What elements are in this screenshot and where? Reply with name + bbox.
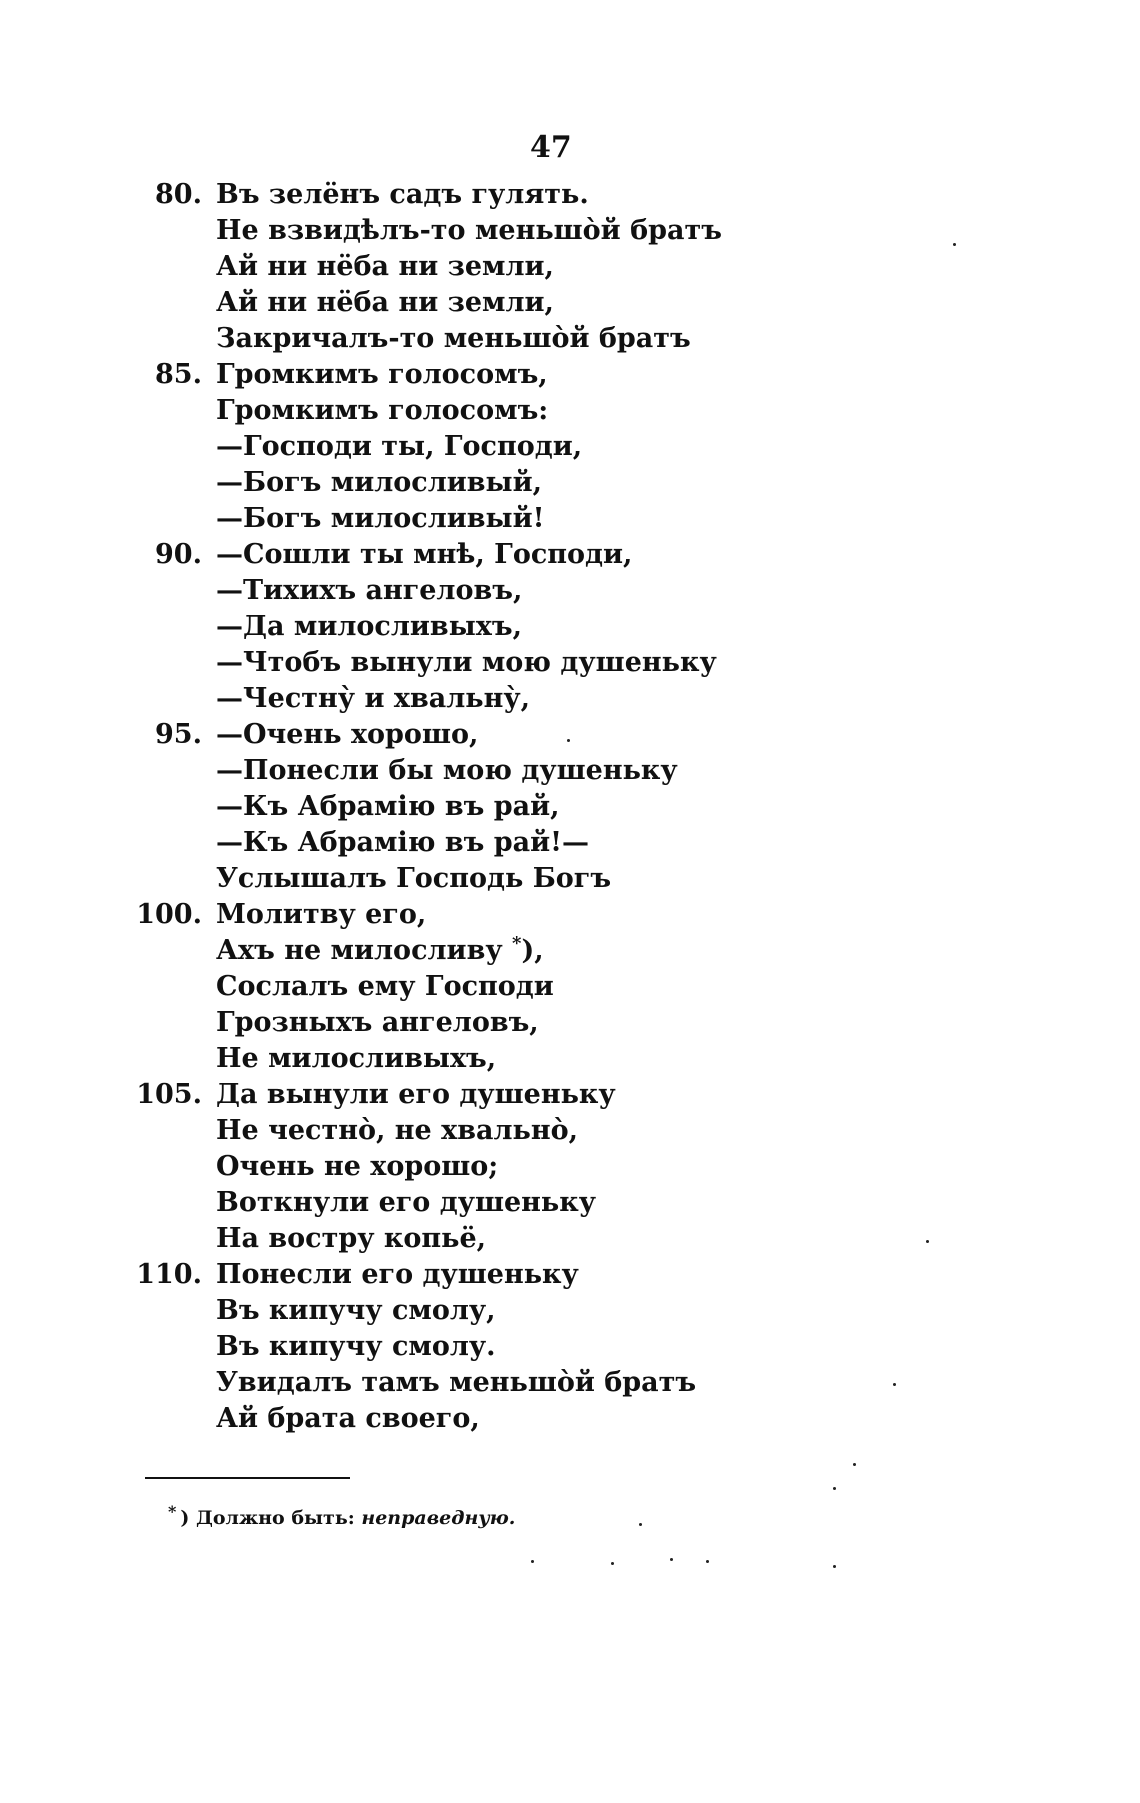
line-text-tail: ), [521,935,544,966]
line-text: —Чтобъ вынули мою душеньку [216,647,717,678]
scan-speck [567,739,570,742]
line-text-main: Ахъ не милосливу [216,935,503,966]
line-text: —Честну̀ и хвальну̀, [216,683,531,714]
footnote-divider [145,1477,350,1479]
line-text: —Понесли бы мою душеньку [216,755,678,786]
verse-line [0,465,1140,501]
verse-line [0,1221,1140,1257]
verse-line [0,645,1140,681]
verse-line [0,501,1140,537]
scan-speck [670,1558,673,1561]
line-text: —Тихихъ ангеловъ, [216,575,523,606]
line-text: —Очень хорошо, [216,719,479,750]
page-number: 47 [530,130,572,165]
scan-speck [833,1565,836,1568]
verse-line [0,717,1140,753]
line-text: Очень не хорошо; [216,1151,499,1182]
verse-line [0,1149,1140,1185]
verse-line [0,1257,1140,1293]
line-number: 105. [136,1079,202,1110]
verse-line [0,609,1140,645]
verse-line [0,429,1140,465]
line-text: Сослалъ ему Господи [216,971,554,1002]
line-number: 90. [155,539,202,570]
line-text: Услышалъ Господь Богъ [216,863,612,894]
line-number: 100. [136,899,202,930]
line-text: Понесли его душеньку [216,1259,579,1290]
line-text: —Богъ милосливый! [216,503,545,534]
footnote-reference: * [512,933,522,954]
line-text: Въ кипучу смолу, [216,1295,496,1326]
line-number: 85. [155,359,202,390]
verse-line [0,933,1140,969]
footnote-mark: * [168,1501,177,1521]
verse-line [0,1365,1140,1401]
line-text: —Да милосливыхъ, [216,611,522,642]
line-number: 80. [155,179,202,210]
scan-speck [833,1487,836,1490]
verse-line [0,177,1140,213]
line-text: Ай брата своего, [216,1403,480,1434]
line-text: —Богъ милосливый, [216,467,543,498]
verse-line [0,1293,1140,1329]
line-text: Не честно̀, не хвально̀, [216,1115,578,1146]
verse-body [0,177,1140,1437]
verse-line [0,861,1140,897]
verse-line [0,1329,1140,1365]
line-number: 110. [136,1259,202,1290]
verse-line [0,681,1140,717]
line-text: Грозныхъ ангеловъ, [216,1007,539,1038]
line-text: Воткнули его душеньку [216,1187,597,1218]
verse-line [0,897,1140,933]
line-text: —Сошли ты мнѣ, Господи, [216,539,633,570]
scan-speck [706,1560,709,1563]
line-text: Молитву его, [216,899,427,930]
footnote [168,1501,516,1532]
line-text: Въ зелёнъ садъ гулять. [216,179,589,210]
line-text: Закричалъ-то меньшо̀й братъ [216,323,691,354]
line-text: Не милосливыхъ, [216,1043,497,1074]
scan-speck [853,1463,856,1466]
verse-line [0,213,1140,249]
verse-line [0,789,1140,825]
line-text: Громкимъ голосомъ: [216,395,549,426]
line-text: —Къ Абрамію въ рай, [216,791,560,822]
verse-line [0,1185,1140,1221]
footnote-lead: ) Должно быть: [180,1507,355,1529]
verse-line [0,969,1140,1005]
verse-line [0,573,1140,609]
verse-line [0,393,1140,429]
line-text: Увидалъ тамъ меньшо̀й братъ [216,1367,697,1398]
line-text: Да вынули его душеньку [216,1079,616,1110]
line-text: —Господи ты, Господи, [216,431,583,462]
scan-speck [639,1523,642,1526]
scan-speck [531,1560,534,1563]
line-text: —Къ Абрамію въ рай!— [216,827,589,858]
verse-line [0,249,1140,285]
scan-speck [893,1383,896,1386]
verse-line [0,825,1140,861]
scan-speck [611,1562,614,1565]
line-text: На востру копьё, [216,1223,487,1254]
verse-line [0,357,1140,393]
line-text: Не взвидѣлъ-то меньшо̀й братъ [216,215,722,246]
verse-line [0,1005,1140,1041]
scan-speck [926,1240,929,1243]
verse-line [0,753,1140,789]
verse-line [0,1041,1140,1077]
verse-line [0,1077,1140,1113]
verse-line [0,285,1140,321]
scan-speck [953,243,956,246]
line-text: Громкимъ голосомъ, [216,359,548,390]
footnote-italic: неправедную. [361,1507,516,1529]
verse-line [0,321,1140,357]
verse-line [0,537,1140,573]
line-text: Ай ни нёба ни земли, [216,287,554,318]
line-text: Ай ни нёба ни земли, [216,251,554,282]
verse-line [0,1401,1140,1437]
line-number: 95. [155,719,202,750]
line-text: Въ кипучу смолу. [216,1331,496,1362]
line-text [216,933,544,969]
verse-line [0,1113,1140,1149]
